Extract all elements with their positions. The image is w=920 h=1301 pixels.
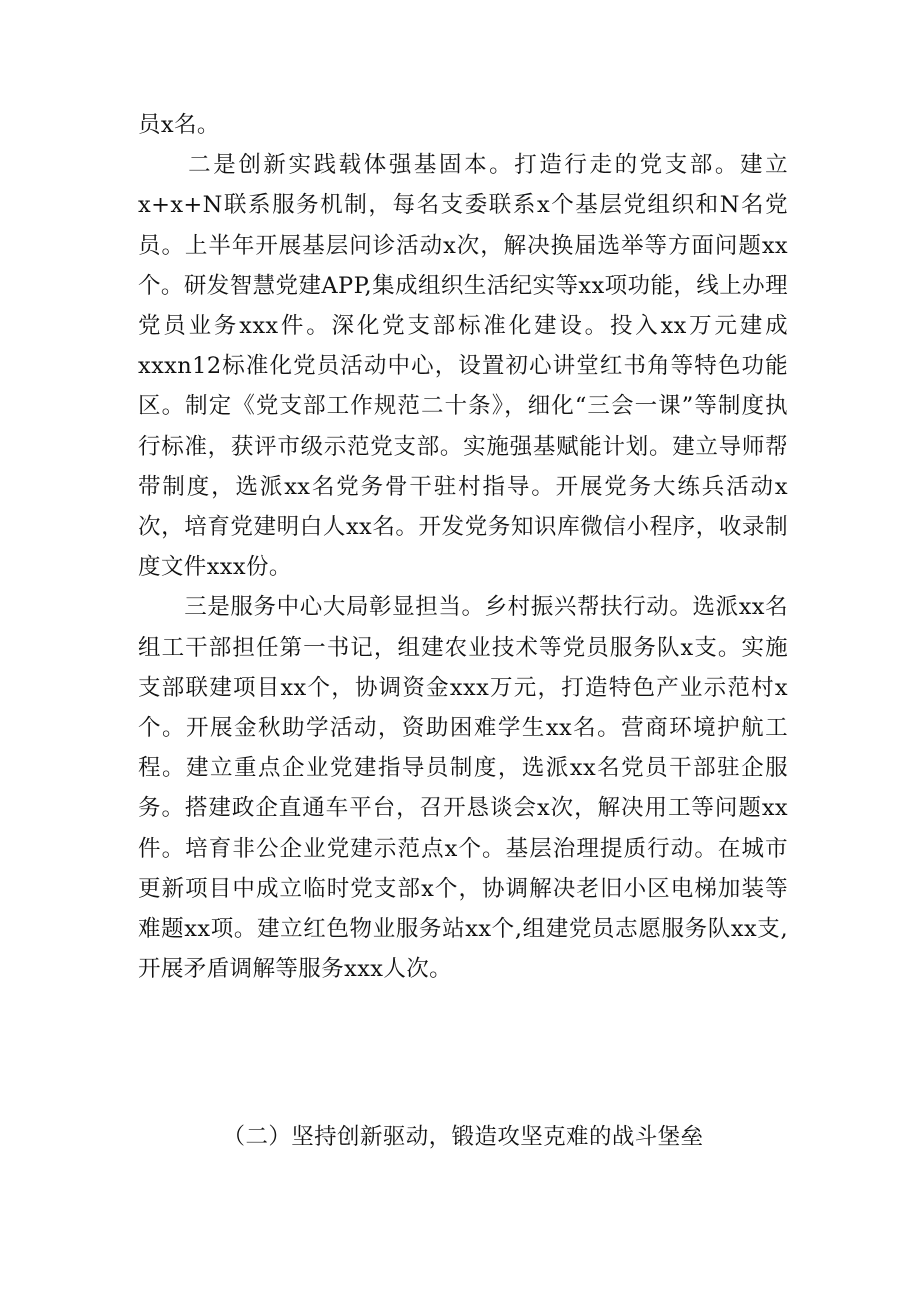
section-heading: （二）坚持创新驱动，锻造攻坚克难的战斗堡垒 bbox=[222, 1124, 704, 1150]
body-text bbox=[138, 105, 788, 989]
paragraph-continuation: 员x名。 bbox=[138, 112, 220, 138]
paragraph-three: 三是服务中心大局彰显担当。乡村振兴帮扶行动。选派xx名组工干部担任第一书记，组建农业技术等党员服务队x支。实施支部联建项目xx个，协调资金xxx万元，打造特色产业示范村x个。开展金秋助学活动，资助困难学生xx名。营商环境护航工程。建立重点企业党建指导员制度，选派xx名党员干部驻企服务。搭建政企直通车平台，召开恳谈会x次，解决用工等问题xx件。培育非公企业党建示范点x个。基层治理提质行动。在城市更新项目中成立临时党支部x个，协调解决老旧小区电梯加装等难题xx项。建立红色物业服务站xx个,组建党员志愿服务队xx支,开展矛盾调解等服务xxx人次。 bbox=[138, 594, 788, 983]
paragraph-two: 二是创新实践载体强基固本。打造行走的党支部。建立x+x+N联系服务机制，每名支委联系x个基层党组织和N名党员。上半年开展基层问诊活动x次，解决换届选举等方面问题xx个。研发智慧党建APP,集成组织生活纪实等xx项功能，线上办理党员业务xxx件。深化党支部标准化建设。投入xx万元建成xxxn12标准化党员活动中心，设置初心讲堂红书角等特色功能区。制定《党支部工作规范二十条》，细化“三会一课”等制度执行标准，获评市级示范党支部。实施强基赋能计划。建立导师帮带制度，选派xx名党务骨干驻村指导。开展党务大练兵活动x次，培育党建明白人xx名。开发党务知识库微信小程序，收录制度文件xxx份。 bbox=[138, 152, 788, 581]
